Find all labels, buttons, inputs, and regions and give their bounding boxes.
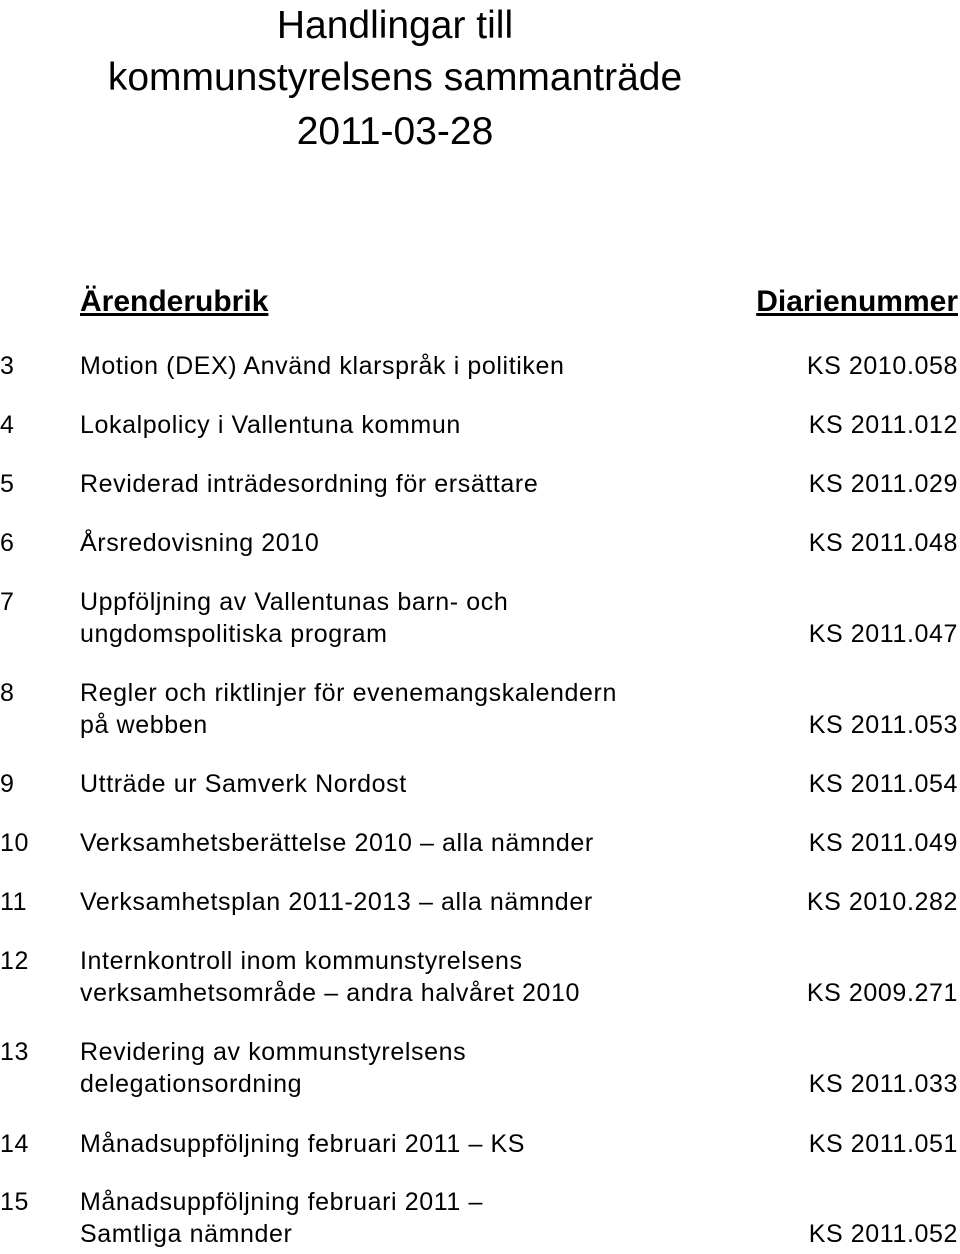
- item-title: [80, 409, 770, 441]
- column-header-registration-number: Diarienummer: [756, 285, 958, 318]
- item-registration-number: KS 2011.052: [808, 1220, 958, 1248]
- item-number: 10: [0, 829, 30, 857]
- item-registration-number: KS 2011.047: [808, 620, 958, 648]
- item-number: 14: [0, 1130, 30, 1158]
- item-title-line: Verksamhetsplan 2011-2013 – alla nämnder: [80, 888, 593, 916]
- item-title-line: Utträde ur Samverk Nordost: [80, 770, 407, 798]
- item-title-line: Årsredovisning 2010: [80, 529, 320, 557]
- item-title: [80, 1036, 770, 1100]
- item-number: 11: [0, 888, 28, 916]
- item-number: 3: [0, 352, 15, 380]
- item-number: 5: [0, 470, 15, 498]
- item-number: 12: [0, 947, 30, 975]
- item-title: [80, 1128, 770, 1160]
- item-title: [80, 945, 770, 1009]
- item-title-line: Motion (DEX) Använd klarspråk i politiken: [80, 352, 565, 380]
- item-title: [80, 886, 770, 918]
- item-registration-number: KS 2010.058: [806, 352, 958, 380]
- item-title: [80, 768, 770, 800]
- item-title-line: Internkontroll inom kommunstyrelsens: [80, 947, 523, 975]
- item-registration-number: KS 2011.048: [808, 529, 958, 557]
- item-title-line: delegationsordning: [80, 1070, 303, 1098]
- item-registration-number: KS 2011.033: [808, 1070, 958, 1098]
- item-title-line: Månadsuppföljning februari 2011 –: [80, 1188, 483, 1216]
- item-registration-number: KS 2011.049: [808, 829, 958, 857]
- item-registration-number: KS 2011.051: [808, 1130, 958, 1158]
- item-title-line: ungdomspolitiska program: [80, 620, 388, 648]
- item-title-line: Verksamhetsberättelse 2010 – alla nämnder: [80, 829, 594, 857]
- column-header-subject: Ärenderubrik: [80, 285, 269, 318]
- item-registration-number: KS 2011.054: [808, 770, 958, 798]
- item-title-line: Regler och riktlinjer för evenemangskalendern: [80, 679, 617, 707]
- item-title-line: verksamhetsområde – andra halvåret 2010: [80, 979, 581, 1007]
- item-registration-number: KS 2011.012: [808, 411, 958, 439]
- item-title: [80, 827, 770, 859]
- item-registration-number: KS 2011.053: [808, 711, 958, 739]
- item-number: 6: [0, 529, 15, 557]
- item-title: [80, 1186, 770, 1250]
- item-title: [80, 527, 770, 559]
- item-registration-number: KS 2009.271: [806, 979, 958, 1007]
- item-registration-number: KS 2011.029: [808, 470, 958, 498]
- item-number: 9: [0, 770, 15, 798]
- item-title-line: Månadsuppföljning februari 2011 – KS: [80, 1130, 526, 1158]
- item-number: 7: [0, 588, 15, 616]
- item-title-line: på webben: [80, 711, 208, 739]
- item-registration-number: KS 2010.282: [806, 888, 958, 916]
- item-number: 8: [0, 679, 15, 707]
- item-title-line: Uppföljning av Vallentunas barn- och: [80, 588, 509, 616]
- item-title: [80, 677, 770, 741]
- item-title-line: Lokalpolicy i Vallentuna kommun: [80, 411, 461, 439]
- item-number: 15: [0, 1188, 30, 1216]
- document-title-line-2: kommunstyrelsens sammanträde: [107, 56, 683, 99]
- item-title-line: Samtliga nämnder: [80, 1220, 293, 1248]
- document-title-date: 2011-03-28: [296, 110, 494, 153]
- item-title: [80, 468, 770, 500]
- item-number: 4: [0, 411, 15, 439]
- item-title-line: Reviderad inträdesordning för ersättare: [80, 470, 539, 498]
- item-title: [80, 350, 770, 382]
- item-title-line: Revidering av kommunstyrelsens: [80, 1038, 467, 1066]
- item-title: [80, 586, 770, 650]
- item-number: 13: [0, 1038, 30, 1066]
- document-title-line-1: Handlingar till: [276, 4, 514, 47]
